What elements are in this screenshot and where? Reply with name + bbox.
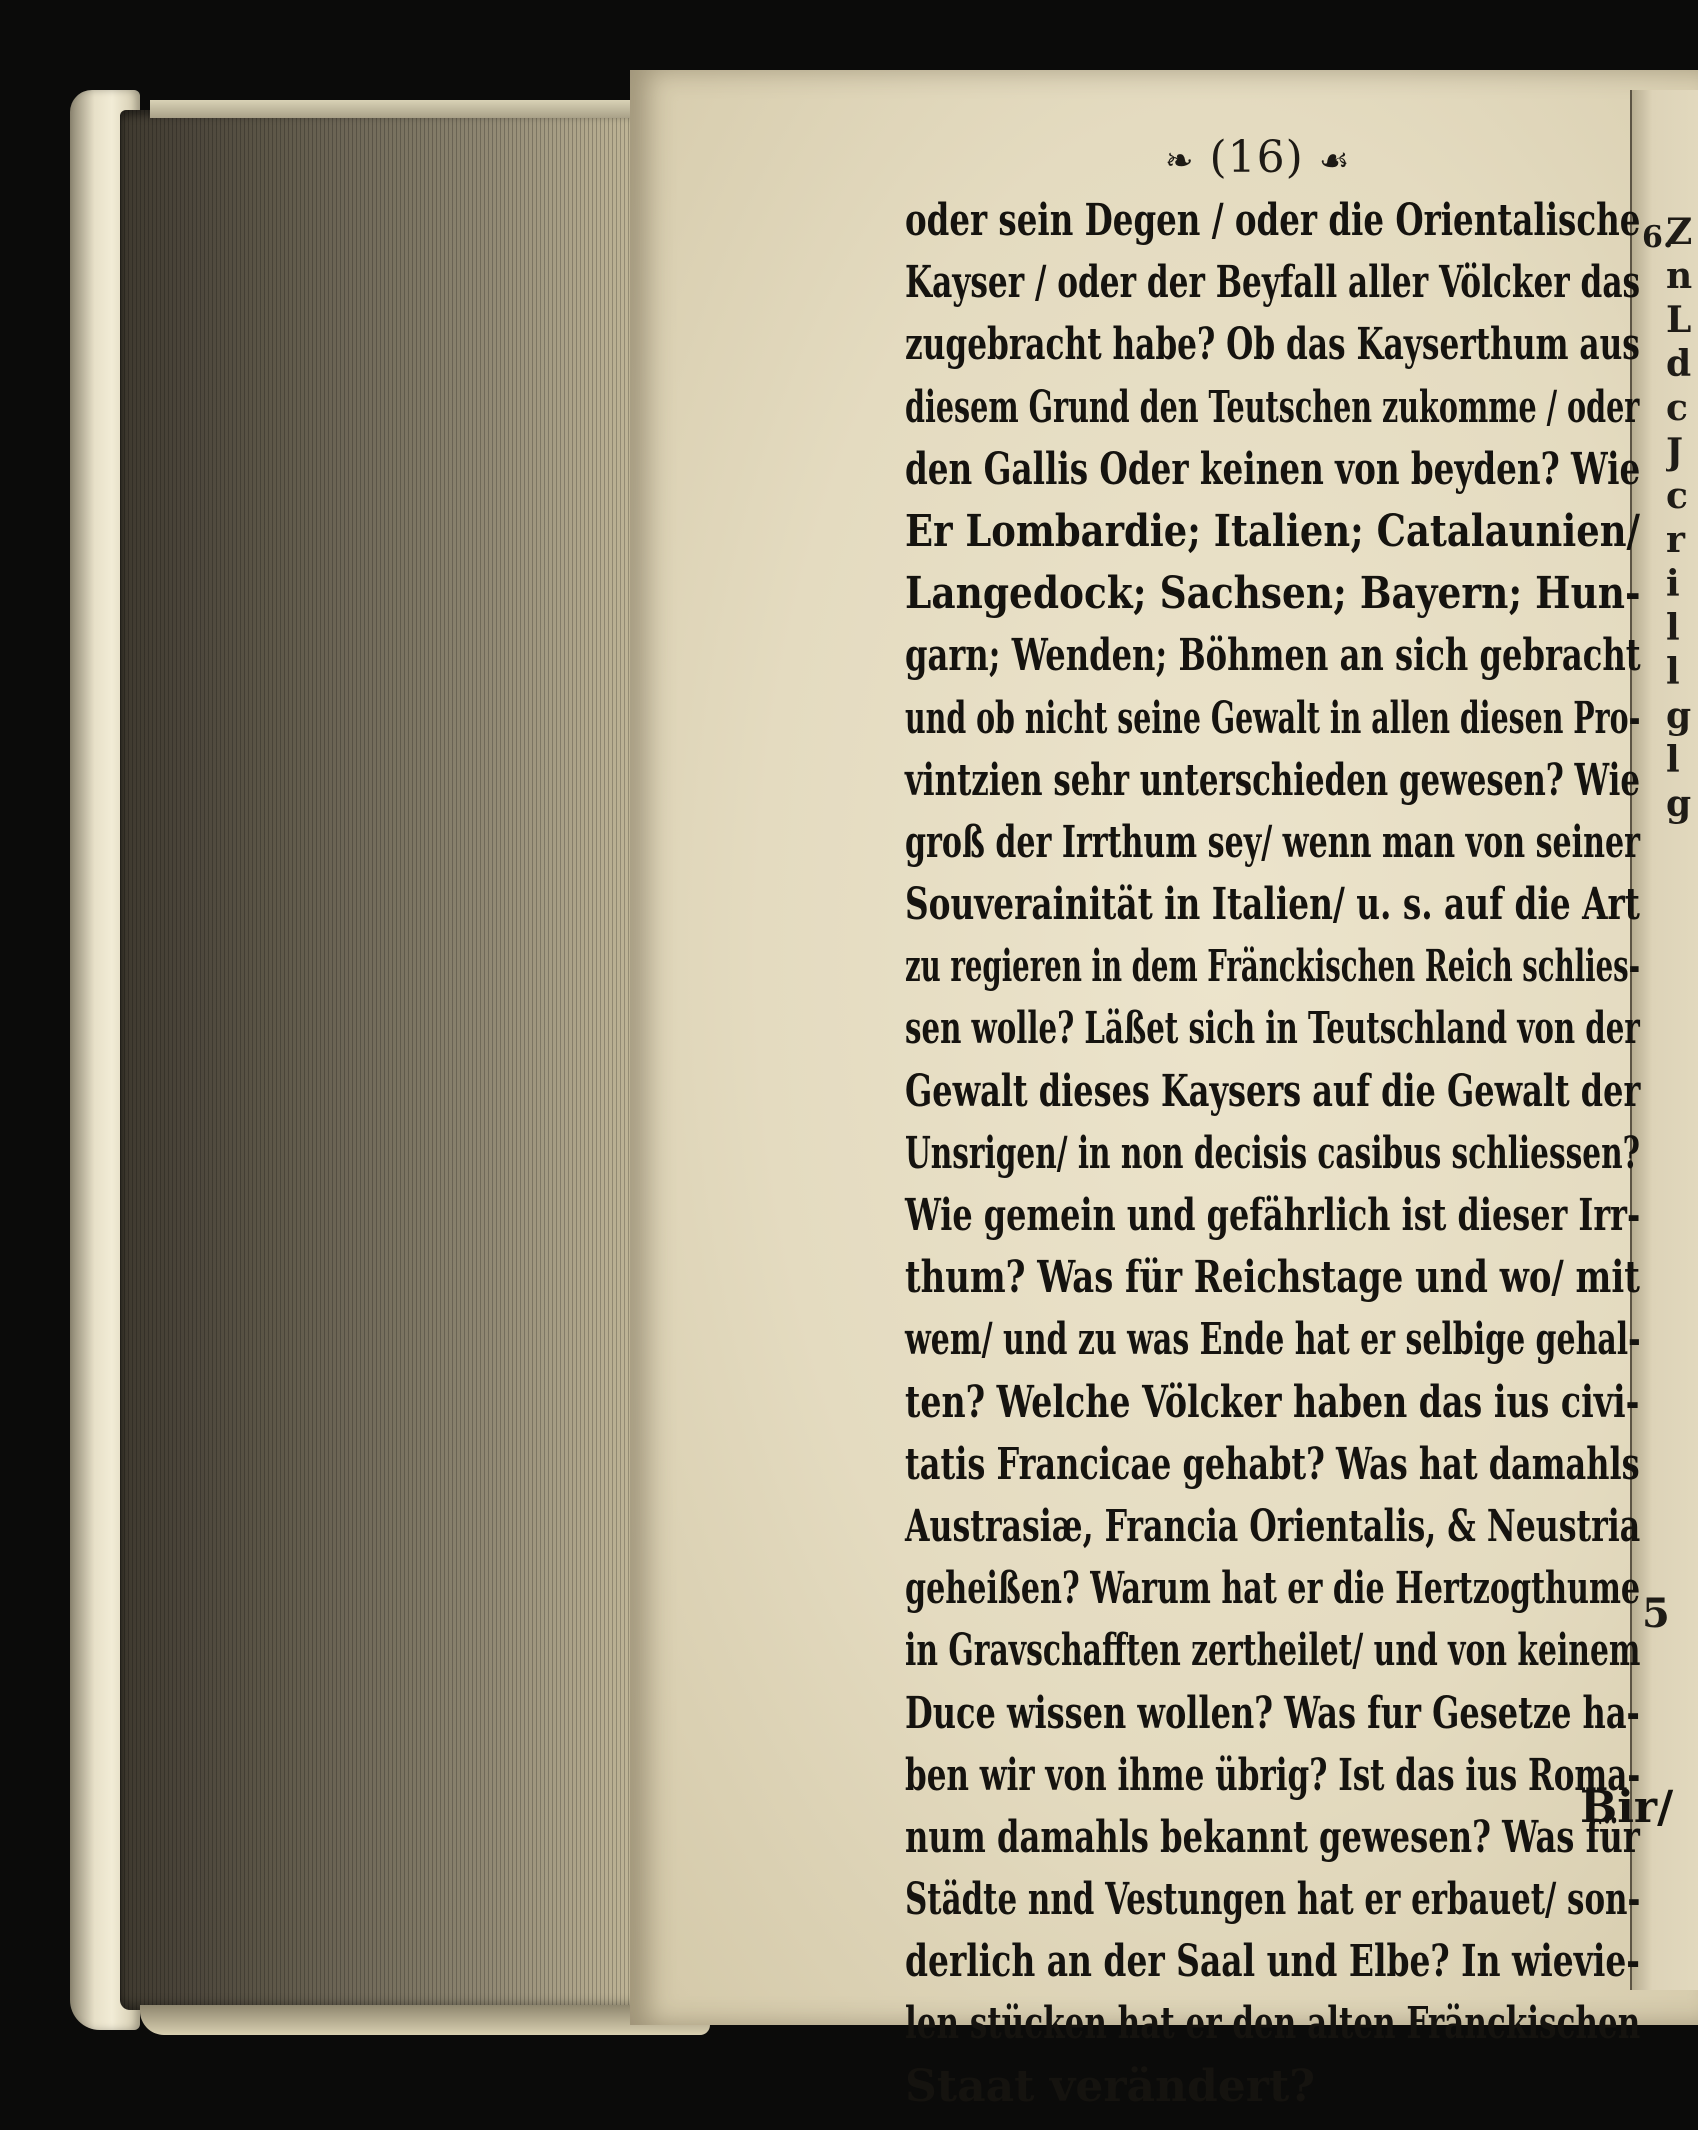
facing-page-fragment: g	[1666, 783, 1692, 825]
facing-page-fragment: L	[1666, 299, 1692, 341]
catchword: Bir/	[1580, 1782, 1674, 1833]
text-line: Er Lombardie; Italien; Catalaunien/	[905, 505, 1641, 557]
facing-page-fragment: c	[1666, 475, 1688, 517]
header-ornament-right: ☙	[1318, 141, 1351, 181]
text-line: derlich an der Saal und Elbe? In wievie-	[905, 1936, 1640, 1988]
text-line: Staat verändert?	[905, 2060, 1316, 2112]
facing-page-number: 6.	[1642, 220, 1674, 255]
text-line: Duce wissen wollen? Was fur Gesetze ha-	[905, 1687, 1640, 1739]
text-line: den Gallis Oder keinen von beyden? Wie	[905, 443, 1641, 495]
text-line: ten? Welche Völcker haben das ius civi-	[905, 1376, 1640, 1428]
text-line: num damahls bekannt gewesen? Was für	[905, 1811, 1640, 1863]
text-line: in Gravschafften zertheilet/ und von keinem	[905, 1625, 1641, 1677]
text-line: ben wir von ihme übrig? Ist das ius Roma-	[905, 1749, 1641, 1801]
header-ornament-left: ❧	[1165, 141, 1195, 181]
facing-page-fragment: c	[1666, 387, 1688, 429]
text-line: sen wolle? Läßet sich in Teutschland von der	[905, 1003, 1640, 1055]
page-edges-top	[150, 100, 710, 118]
facing-page-fragment: l	[1666, 739, 1680, 781]
text-line: Langedock; Sachsen; Bayern; Hun-	[905, 568, 1641, 620]
text-line: groß der Irrthum sey/ wenn man von seiner	[905, 816, 1641, 868]
page-edges	[120, 110, 710, 2010]
facing-page-fragment: J	[1666, 431, 1684, 473]
facing-page-fragment: l	[1666, 651, 1680, 693]
text-line: und ob nicht seine Gewalt in allen diesen Pro-	[905, 692, 1641, 744]
text-line: wem/ und zu was Ende hat er selbige gehal-	[905, 1314, 1641, 1366]
text-line: tatis Francicae gehabt? Was hat damahls	[905, 1438, 1640, 1490]
facing-page-fragment: Z	[1666, 211, 1693, 253]
text-line: zu regieren in dem Fränckischen Reich schlies-	[905, 941, 1641, 993]
text-line: zugebracht habe? Ob das Kayserthum aus	[905, 319, 1640, 371]
text-line: oder sein Degen / oder die Orientalische	[905, 195, 1641, 246]
text-line: garn; Wenden; Böhmen an sich gebracht	[905, 630, 1641, 682]
text-line: Unsrigen/ in non decisis casibus schliessen?	[905, 1127, 1640, 1179]
text-line: Austrasiæ, Francia Orientalis, & Neustria	[905, 1500, 1641, 1552]
facing-page-fragment: i	[1666, 563, 1680, 605]
text-block	[905, 190, 1640, 2118]
facing-page-fragment: d	[1666, 343, 1692, 385]
facing-page-fragment: l	[1666, 607, 1680, 649]
text-line: len stücken hat er den alten Fränckischen	[905, 1998, 1641, 2050]
text-line: thum? Was für Reichstage und wo/ mit	[905, 1252, 1640, 1304]
facing-page-fragment: r	[1666, 519, 1685, 561]
facing-page-fragment: n	[1666, 255, 1693, 297]
text-line: diesem Grund den Teutschen zukomme / oder	[905, 381, 1640, 433]
text-line: Souverainität in Italien/ u. s. auf die Art	[905, 879, 1640, 931]
text-line: Gewalt dieses Kaysers auf die Gewalt der	[905, 1065, 1641, 1117]
page-number: (16)	[1209, 132, 1304, 183]
facing-page-edge	[1630, 90, 1698, 1990]
text-line: Städte nnd Vestungen hat er erbauet/ son-	[905, 1874, 1641, 1926]
text-line: vintzien sehr unterschieden gewesen? Wie	[905, 754, 1641, 806]
facing-page-mark: 5	[1642, 1590, 1670, 1637]
facing-page-fragment: g	[1666, 695, 1692, 737]
text-line: Kayser / oder der Beyfall aller Völcker das	[905, 257, 1641, 309]
facing-page-fragments	[1666, 210, 1698, 826]
page-edges-bottom	[140, 2005, 710, 2035]
text-line: geheißen? Warum hat er die Hertzogthume	[905, 1563, 1641, 1615]
page-header	[1165, 132, 1350, 183]
text-line: Wie gemein und gefährlich ist dieser Irr-	[905, 1190, 1641, 1241]
